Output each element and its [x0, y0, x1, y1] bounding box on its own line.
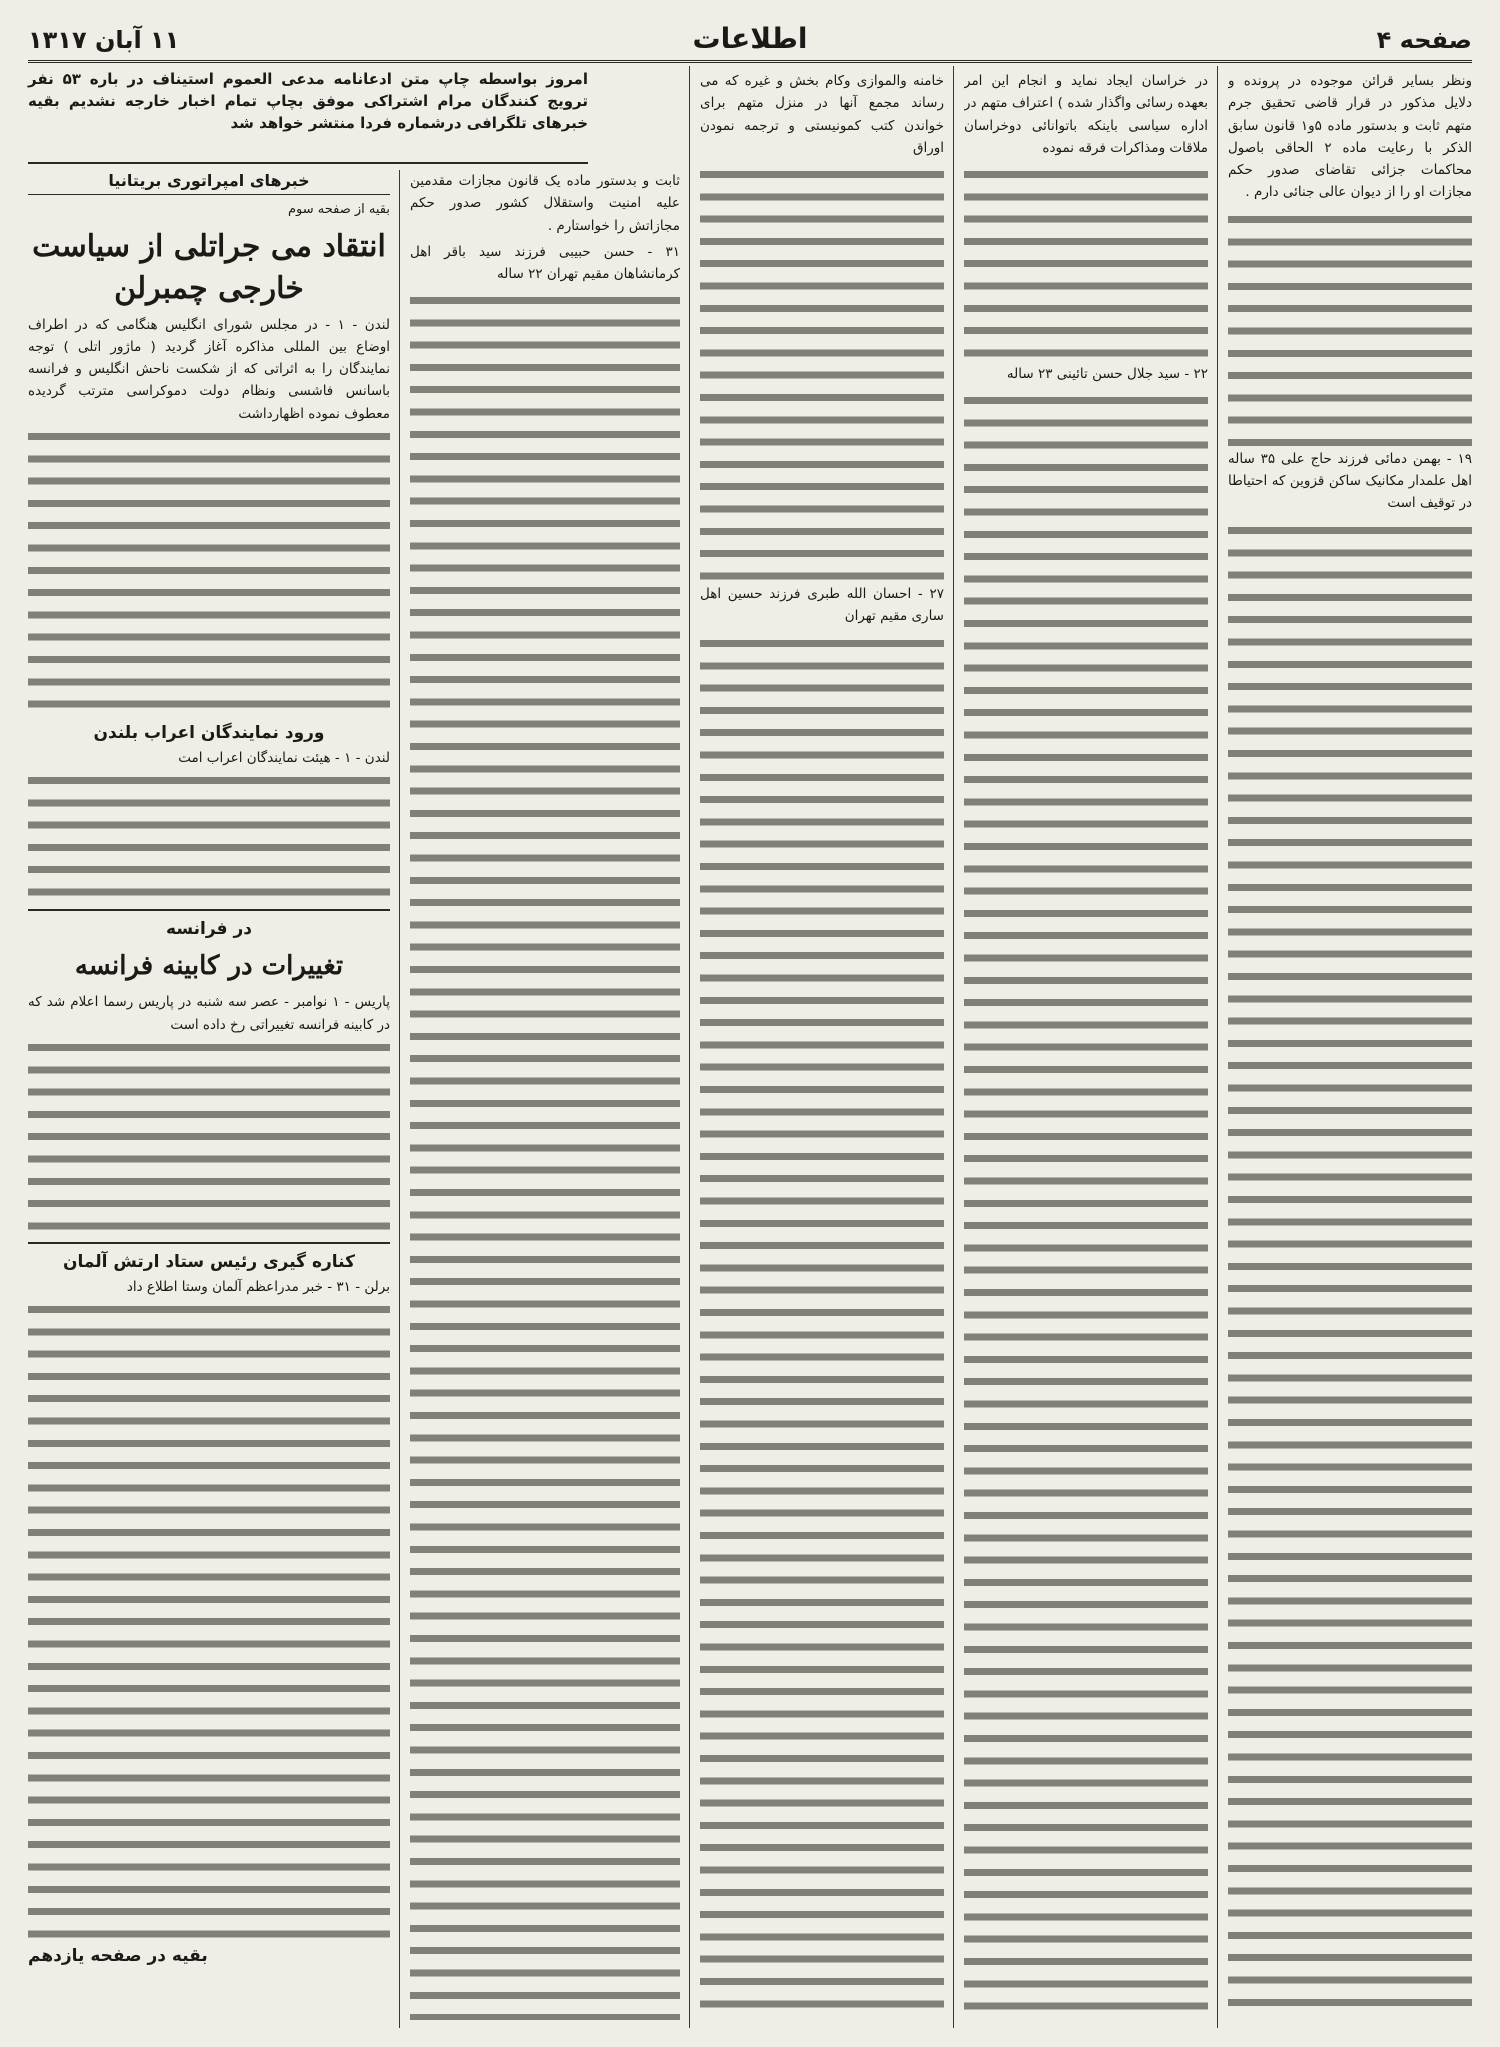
column-2-opening: در خراسان ایجاد نماید و انجام این امر بعهده رسائی واگذار شده ) اعتراف متهم در اداره سیاسی باینکه باتوانائی دوخراسان ملاقات ومذاکرات فرقه نموده	[964, 73, 1208, 156]
section-divider	[28, 909, 390, 911]
column-3-opening: خامنه والموازی وکام بخش و غیره که می رساند مجمع آنها در منزل متهم برای خواندن کتب کمونیستی و ترجمه نمودن اوراق	[700, 73, 944, 156]
article-german-chief-of-staff-body	[28, 1298, 390, 1938]
editorial-notice: امروز بواسطه چاپ متن ادعانامه مدعی العموم استیناف در باره ۵۳ نفر ترویج کنندگان مرام اشتراکی موفق بچاپ تمام اخبار خارجه نشدیم بقیه خبرهای تلگرافی درشماره فردا منتشر خواهد شد	[28, 68, 588, 164]
column-4-item-31: ۳۱ - حسن حبیبی فرزند سید باقر اهل کرمانشاهان مقیم تهران ۲۲ ساله	[410, 243, 680, 283]
article-arab-delegates-lead: لندن - ۱ - هیئت نمایندگان اعراب امت	[178, 750, 390, 767]
column-2-text-block	[964, 163, 1208, 363]
indictment-column-2	[964, 70, 1208, 2020]
column-1-text-block-2	[1228, 519, 1472, 2020]
headline-german-chief-of-staff: کناره گیری رئیس ستاد ارتش آلمان	[62, 1251, 356, 1272]
masthead	[28, 20, 1472, 63]
column-4-opening: ثابت و بدستور ماده یک قانون مجازات مقدمین علیه امنیت واستقلال کشور صدور حکم مجازاتش را خواستارم .	[410, 173, 680, 234]
indictment-column-3	[700, 70, 944, 2020]
column-2-item-22: ۲۲ - سید جلال حسن تائینی ۲۳ ساله	[1006, 366, 1208, 383]
article-german-chief-of-staff-lead: برلن - ۳۱ - خبر مدراعظم آلمان وستا اطلاع داد	[126, 1278, 390, 1295]
article-french-cabinet-body	[28, 1036, 390, 1236]
newspaper-page	[28, 20, 1472, 2030]
column-1-text-block	[1228, 208, 1472, 448]
column-4-text-block	[410, 289, 680, 2020]
continued-from-label: بقیه از صفحه سوم	[287, 202, 390, 218]
section-france-label: در فرانسه	[166, 919, 252, 940]
issue-date: ۱۱ آبان ۱۳۱۷	[28, 26, 180, 54]
column-3-item-27: ۲۷ - احسان الله طبری فرزند حسین اهل ساری مقیم تهران	[700, 586, 944, 625]
column-3-text-block	[700, 163, 944, 583]
article-french-cabinet-lead: پاریس - ۱ نوامبر - عصر سه شنبه در پاریس رسما اعلام شد که در کابینه فرانسه تغییراتی رخ داده است	[28, 994, 390, 1033]
foreign-news-column	[28, 170, 390, 2020]
column-3-text-block-2	[700, 632, 944, 2020]
indictment-column-4	[410, 170, 680, 2020]
article-chamberlain-body	[28, 425, 390, 715]
column-divider	[399, 170, 400, 2028]
article-chamberlain-lead: لندن - ۱ - در مجلس شورای انگلیس هنگامی که در اطراف اوضاع بین المللی مذاکره آغاز گردید ( ماژور اتلی ) توجه نمایندگان را به اثراتی که از شکست ناحش انگلیس و فرانسه باسانس فاشسی ونظام دولت دموکراسی مترتب گردیده معطوف نموده اظهارداشت	[28, 316, 390, 422]
column-1-opening: ونظر بسایر قرائن موجوده در پرونده و دلایل مذکور در قرار قاضی تحقیق جرم متهم ثابت و بدستور ماده ۵و۱ قانون سابق الذکر با رعایت ماده ۲ الحاقی باصول محاکمات جزائی تقاضای صدور حکم مجازات او را از دیوان عالی جنائی دارم .	[1228, 73, 1472, 201]
headline-arab-delegates: ورود نمایندگان اعراب بلندن	[93, 723, 325, 744]
column-1-item-19: ۱۹ - بهمن دمائی فرزند حاج علی ۳۵ ساله اهل علمدار مکانیک ساکن قزوین که احتیاطا در توقیف است	[1228, 450, 1472, 512]
section-label: خبرهای امپراتوری بریتانیا	[28, 170, 390, 195]
headline-chamberlain: انتقاد می جراتلی از سیاست خارجی چمبرلن	[32, 228, 386, 306]
article-arab-delegates-body	[28, 769, 390, 903]
paper-name: اطلاعات	[692, 22, 808, 55]
continued-on-page-label: بقیه در صفحه یازدهم	[28, 1946, 208, 1967]
section-divider	[28, 1242, 390, 1244]
column-2-text-block-2	[964, 389, 1208, 2020]
column-divider	[1217, 66, 1218, 2028]
indictment-column-1	[1228, 70, 1472, 2020]
column-divider	[953, 66, 954, 2028]
headline-french-cabinet: تغییرات در کابینه فرانسه	[74, 951, 344, 982]
page-number: صفحه ۴	[1376, 26, 1472, 54]
column-divider	[689, 66, 690, 2028]
